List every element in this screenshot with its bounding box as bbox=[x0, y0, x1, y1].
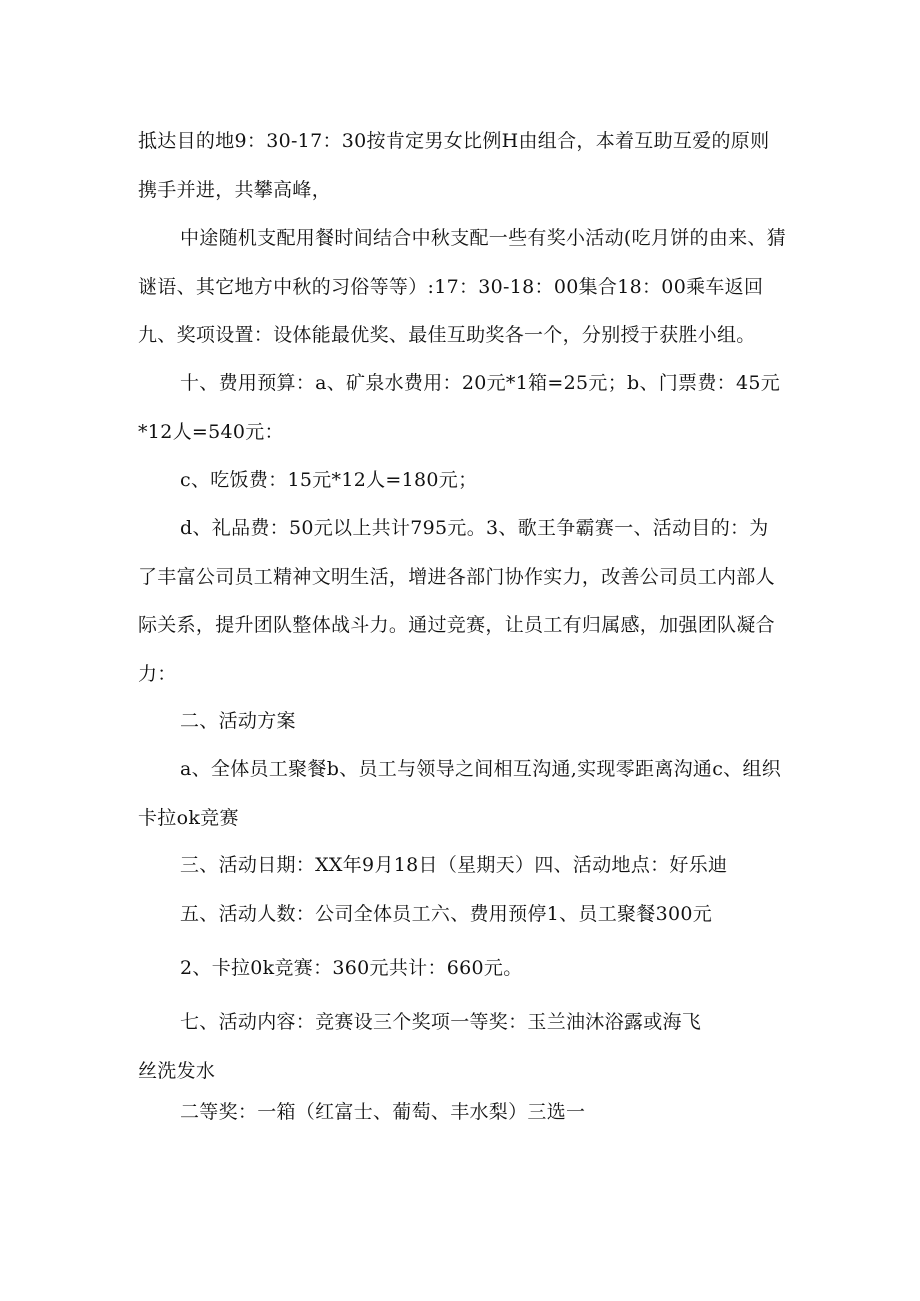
paragraph-budget: 十、费用预算：a、矿泉水费用：20元*1箱=25元；b、门票费：45元*12人=540元： bbox=[138, 372, 781, 443]
paragraph-karaoke-cost: 2、卡拉0k竞赛：360元共计：660元。 bbox=[180, 957, 523, 979]
paragraph-midway-activities: 中途随机支配用餐时间结合中秋支配一些有奖小活动(吃月饼的由来、猜谜语、其它地方中秋的习俗等等）:17：30-18：00集合18：00乘车返回九、奖项设置：设体能最优奖、最佳互助奖各一个，分别授于获胜小组。 bbox=[138, 227, 787, 346]
paragraph-plan-heading: 二、活动方案 bbox=[180, 710, 296, 732]
paragraph-meal-cost: c、吃饭费：15元*12人=180元； bbox=[180, 469, 478, 491]
paragraph-contest-prizes: 七、活动内容：竞赛设三个奖项一等奖：玉兰油沐浴露或海飞丝洗发水 bbox=[138, 1011, 702, 1082]
paragraph-plan-items: a、全体员工聚餐b、员工与领导之间相互沟通,实现零距离沟通c、组织卡拉ok竞赛 bbox=[138, 758, 782, 829]
paragraph-second-prize: 二等奖：一箱（红富士、葡萄、丰水梨）三选一 bbox=[180, 1101, 586, 1123]
paragraph-gift-cost-and-purpose: d、礼品费：50元以上共计795元。3、歌王争霸赛一、活动目的：为了丰富公司员工精神文明生活，增进各部门协作实力，改善公司员工内部人际关系，提升团队整体战斗力。通过竞赛，让员工有归属感，加强团队凝合力： bbox=[138, 517, 775, 685]
paragraph-headcount-costs: 五、活动人数：公司全体员工六、费用预停1、员工聚餐300元 bbox=[180, 903, 713, 925]
paragraph-arrival: 抵达目的地9：30-17：30按肯定男女比例H由组合，本着互助互爱的原则携手并进，共攀高峰， bbox=[138, 130, 770, 201]
paragraph-date-location: 三、活动日期：XX年9月18日（星期天）四、活动地点：好乐迪 bbox=[180, 854, 728, 876]
